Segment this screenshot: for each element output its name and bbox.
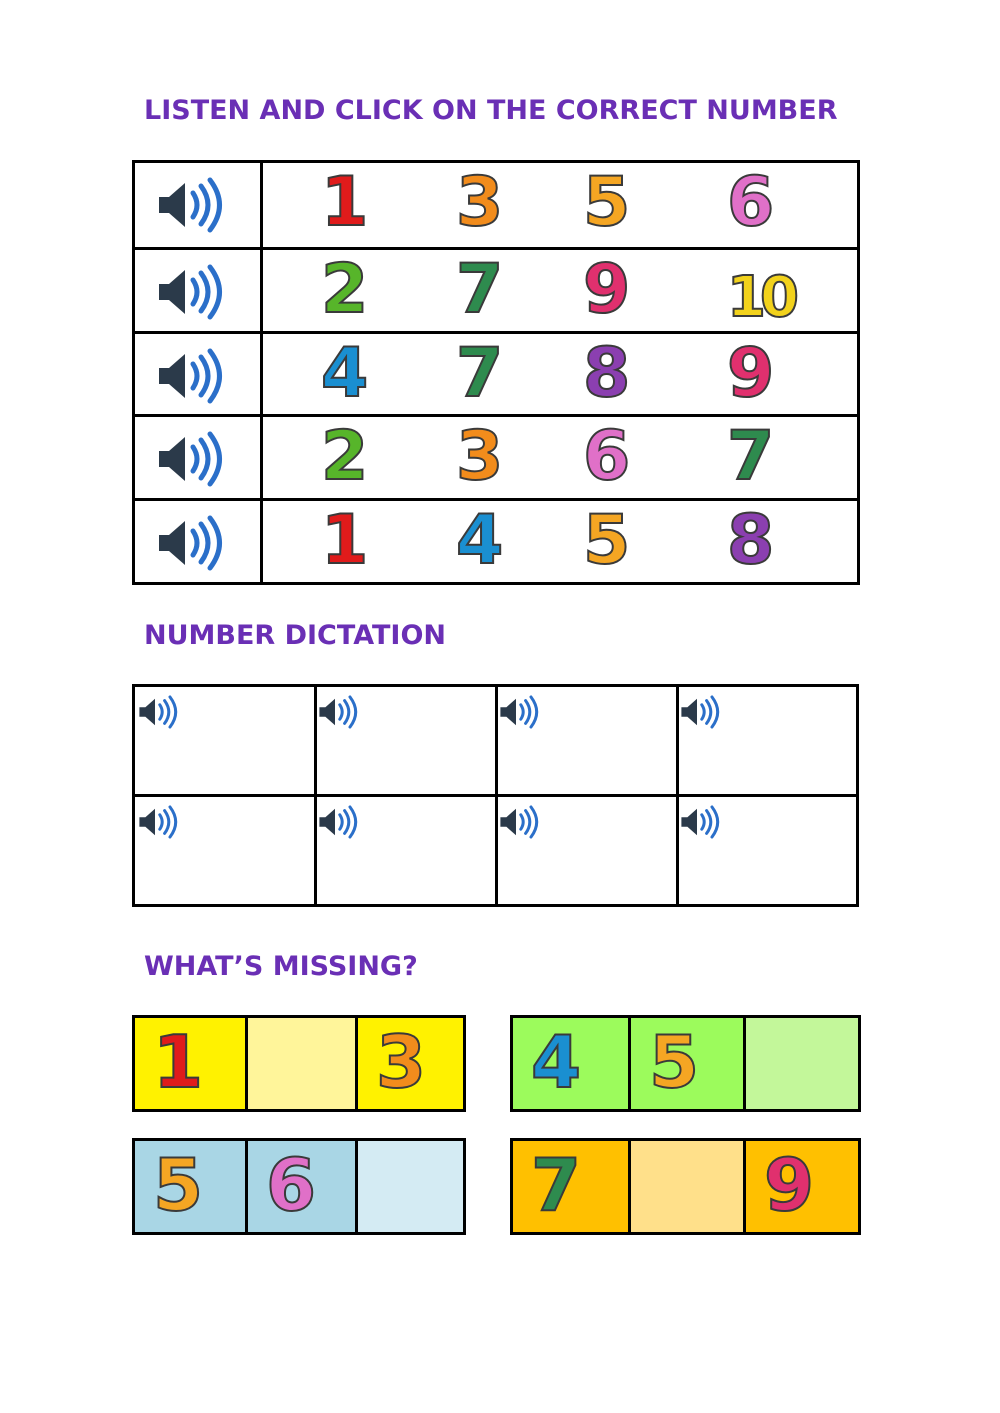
number-label: 7 [456,333,504,413]
number-1[interactable] [321,501,369,581]
sequence-number-box [513,1141,628,1232]
missing-blank-box[interactable] [355,1141,463,1232]
number-5[interactable] [583,163,631,242]
number-label: 2 [321,417,369,497]
number-5[interactable] [583,501,631,581]
number-3: 3 [376,1020,427,1104]
number-10[interactable] [727,264,793,332]
heading-text: WHAT’S MISSING? [144,951,418,982]
sequence-number-box [135,1018,245,1109]
number-choices [266,163,857,247]
sequence-number-box [743,1141,858,1232]
number-choices [266,417,857,501]
listen-row [135,498,857,585]
number-label: 6 [727,163,775,242]
dictation-cell[interactable] [677,797,855,904]
number-5: 5 [153,1143,204,1227]
number-3[interactable] [456,163,504,242]
number-label: 3 [456,163,504,242]
number-label: 7 [727,417,775,497]
number-label: 8 [583,333,631,413]
sequence-number-box [513,1018,628,1109]
number-choices [266,250,857,334]
sequence-number-box [628,1018,743,1109]
missing-blank-box[interactable] [628,1141,743,1232]
speaker-button[interactable] [135,501,263,585]
grid-divider [135,794,856,797]
number-2[interactable] [321,417,369,497]
number-label: 6 [583,417,631,497]
speaker-button[interactable] [135,250,263,334]
number-8[interactable] [583,333,631,413]
dictation-cell[interactable] [135,687,313,794]
number-9[interactable] [727,333,775,413]
number-label: 4 [456,501,504,581]
number-9: 9 [764,1143,815,1227]
sequence-number-box [245,1141,355,1232]
listen-row [135,331,857,418]
number-label: 5 [583,163,631,242]
dictation-cell[interactable] [496,797,674,904]
missing-sequence [510,1138,861,1235]
heading-text: NUMBER DICTATION [144,620,447,651]
missing-sequence [132,1015,466,1112]
number-6: 6 [266,1143,317,1227]
dictation-grid [132,684,859,907]
number-3[interactable] [456,417,504,497]
number-6[interactable] [727,163,775,242]
listen-row [135,414,857,501]
number-1[interactable] [321,163,369,242]
number-label: 2 [321,249,369,329]
heading-text: LISTEN AND CLICK ON THE CORRECT NUMBER [144,95,838,126]
number-label: 9 [727,333,775,413]
number-2[interactable] [321,249,369,329]
listen-row [135,163,857,247]
speaker-button[interactable] [135,417,263,501]
number-label: 8 [727,501,775,581]
sequence-number-box [355,1018,463,1109]
number-label: 7 [456,249,504,329]
number-1: 1 [153,1020,204,1104]
section-heading-dictation [144,620,446,651]
dictation-cell[interactable] [677,687,855,794]
dictation-cell[interactable] [496,687,674,794]
number-label: 4 [321,333,369,413]
number-6[interactable] [583,417,631,497]
dictation-cell[interactable] [315,797,493,904]
number-7[interactable] [727,417,775,497]
number-7: 7 [531,1143,582,1227]
number-label: 1 [321,501,369,581]
sequence-number-box [135,1141,245,1232]
number-9[interactable] [583,249,631,329]
number-7[interactable] [456,249,504,329]
missing-sequence [510,1015,861,1112]
number-4[interactable] [321,333,369,413]
number-label: 1 [321,163,369,242]
dictation-cell[interactable] [315,687,493,794]
number-7[interactable] [456,333,504,413]
missing-sequence [132,1138,466,1235]
number-4: 4 [531,1020,582,1104]
number-choices [266,501,857,585]
number-5: 5 [649,1020,700,1104]
number-label: 10 [727,264,793,330]
number-label: 9 [583,249,631,329]
number-8[interactable] [727,501,775,581]
number-choices [266,334,857,418]
speaker-button[interactable] [135,163,263,247]
section-heading-listen [144,95,838,126]
number-4[interactable] [456,501,504,581]
section-heading-missing [144,951,418,982]
speaker-button[interactable] [135,334,263,418]
listen-row [135,247,857,334]
number-label: 3 [456,417,504,497]
missing-blank-box[interactable] [245,1018,355,1109]
dictation-cell[interactable] [135,797,313,904]
number-label: 5 [583,501,631,581]
missing-blank-box[interactable] [743,1018,858,1109]
listen-table [132,160,860,585]
